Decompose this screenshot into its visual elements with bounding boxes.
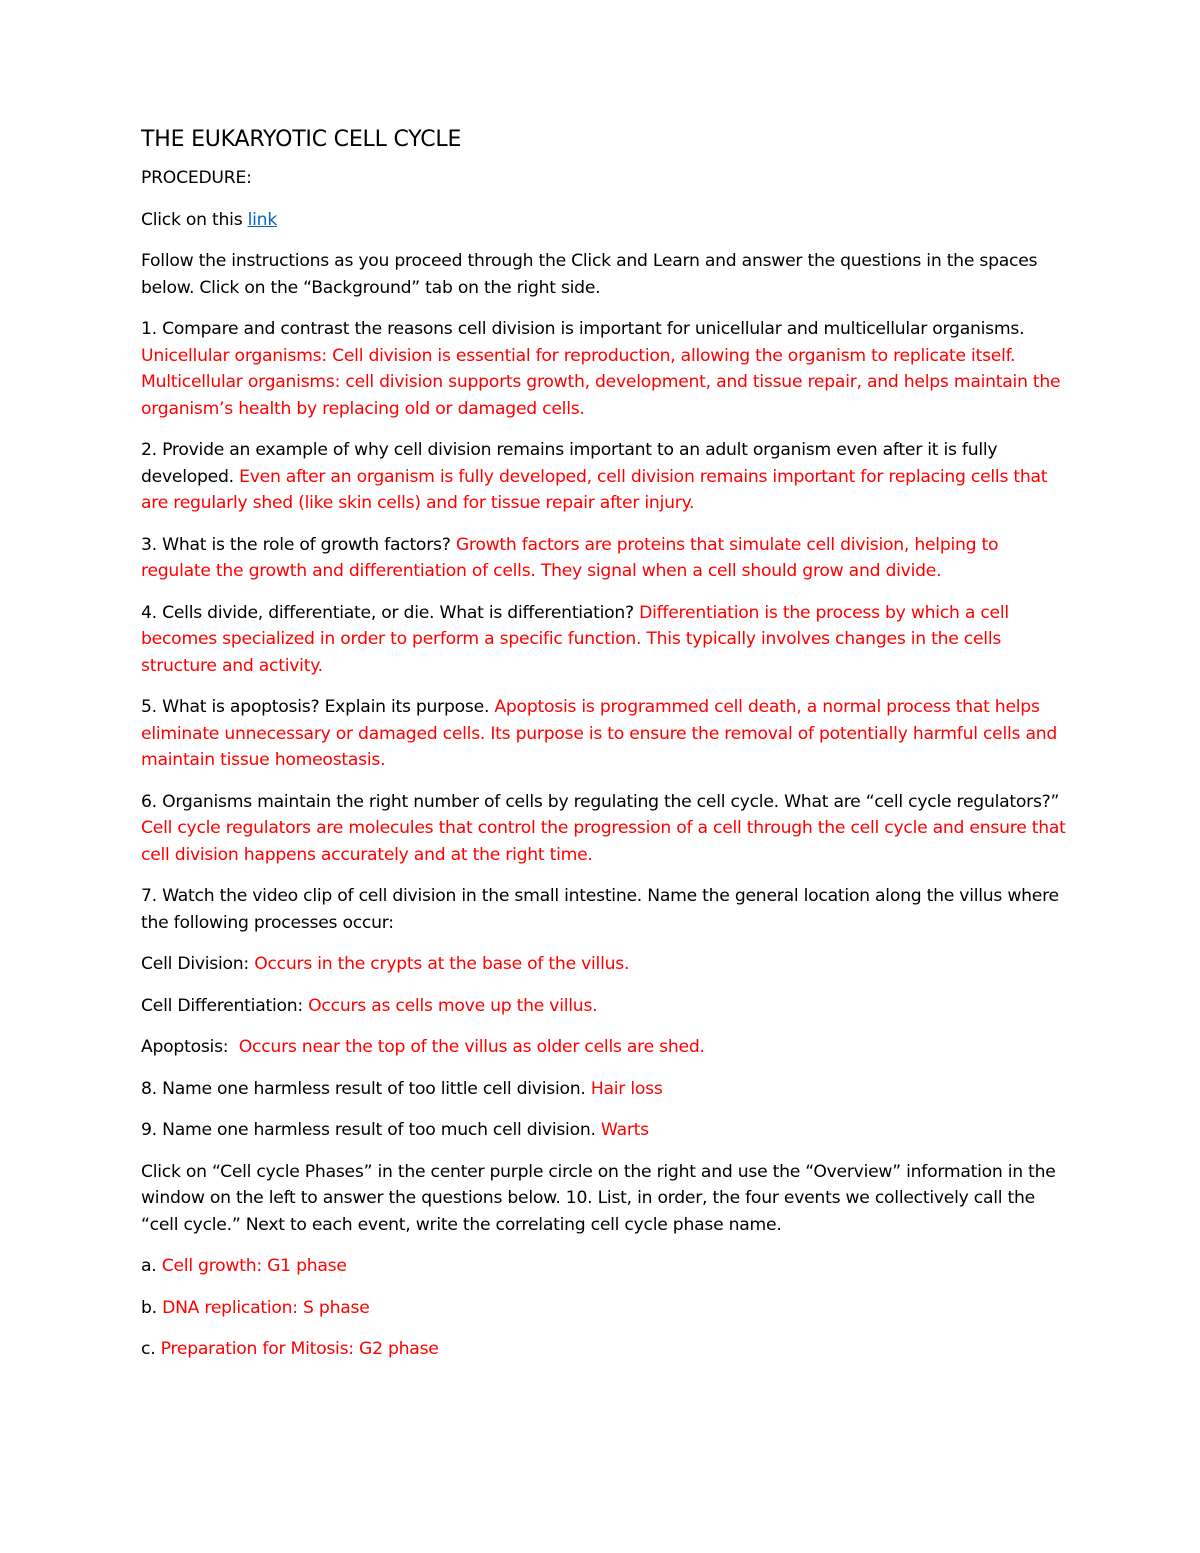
answer-1: Unicellular organisms: Cell division is essential for reproduction, allowing the organism to replicate itself. Multicellular organisms: cell division supports growth, development, and tissue repair, and helps maintain the organism’s health by replacing old or damaged cells.	[141, 345, 1061, 419]
cell-differentiation-answer: Occurs as cells move up the villus.	[308, 995, 598, 1016]
question-1	[141, 316, 1070, 422]
question-6-text: 6. Organisms maintain the right number of cells by regulating the cell cycle. What are “cell cycle regulators?”	[141, 791, 1060, 812]
question-5-text: 5. What is apoptosis? Explain its purpose.	[141, 697, 495, 717]
procedure-link[interactable]: link	[247, 209, 278, 230]
question-7: 7. Watch the video clip of cell division in the small intestine. Name the general location along the villus where the following processes occur:	[141, 886, 1059, 933]
question-1-text: 1. Compare and contrast the reasons cell division is important for unicellular and multicellular organisms.	[141, 319, 1025, 339]
answer-10c-label: c.	[141, 1339, 161, 1359]
cell-division-label: Cell Division:	[141, 954, 255, 974]
apoptosis-label: Apoptosis:	[141, 1037, 239, 1057]
question-8	[141, 1076, 1070, 1103]
question-8-text: 8. Name one harmless result of too little cell division.	[141, 1078, 591, 1099]
answer-10a-text: Cell growth: G1 phase	[161, 1256, 347, 1276]
question-2	[141, 437, 1070, 517]
question-7-cell-division	[141, 951, 1070, 978]
answer-3: Growth factors are proteins that simulate cell division, helping to regulate the growth and differentiation of cells. They signal when a cell should grow and divide.	[141, 534, 999, 581]
question-9	[141, 1117, 1070, 1144]
question-10: Click on “Cell cycle Phases” in the center purple circle on the right and use the “Overview” information in the window on the left to answer the questions below. 10. List, in order, the four events we collectively call the “cell cycle.” Next to each event, write the correlating cell cycle phase name.	[141, 1161, 1056, 1235]
answer-8: Hair loss	[590, 1078, 663, 1099]
document-title: THE EUKARYOTIC CELL CYCLE	[141, 127, 462, 152]
procedure-heading: PROCEDURE:	[141, 168, 252, 188]
answer-2: Even after an organism is fully developed, cell division remains important for replacing cells that are regularly shed (like skin cells) and for tissue repair after injury.	[141, 466, 1048, 513]
answer-5: Apoptosis is programmed cell death, a normal process that helps eliminate unnecessary or damaged cells. Its purpose is to ensure the removal of potentially harmful cells and maintain tissue homeostasis.	[141, 697, 1058, 770]
answer-6: Cell cycle regulators are molecules that control the progression of a cell through the cell cycle and ensure that cell division happens accurately and at the right time.	[141, 818, 1066, 865]
question-5	[141, 694, 1070, 774]
cell-differentiation-label: Cell Differentiation:	[141, 995, 309, 1016]
answer-10c	[141, 1336, 1070, 1363]
question-4-text: 4. Cells divide, differentiate, or die. What is differentiation?	[141, 602, 640, 623]
cell-division-answer: Occurs in the crypts at the base of the villus.	[254, 954, 630, 974]
answer-10a	[141, 1253, 1070, 1280]
link-prefix: Click on this	[141, 209, 248, 230]
question-9-text: 9. Name one harmless result of too much cell division.	[141, 1120, 601, 1140]
question-2-text: 2. Provide an example of why cell division remains important to an adult organism even after it is fully developed.	[141, 440, 998, 487]
question-3-text: 3. What is the role of growth factors?	[141, 534, 456, 555]
answer-10b	[141, 1295, 1070, 1322]
question-6	[141, 789, 1070, 869]
question-4	[141, 600, 1070, 680]
answer-10b-label: b.	[141, 1297, 163, 1318]
instructions: Follow the instructions as you proceed through the Click and Learn and answer the questions in the spaces below. Click on the “Background” tab on the right side.	[141, 251, 1038, 298]
answer-4: Differentiation is the process by which a cell becomes specialized in order to perform a specific function. This typically involves changes in the cells structure and activity.	[141, 602, 1009, 676]
answer-10b-text: DNA replication: S phase	[162, 1297, 370, 1318]
question-7-apoptosis	[141, 1034, 1070, 1061]
answer-9: Warts	[600, 1120, 649, 1140]
apoptosis-answer: Occurs near the top of the villus as older cells are shed.	[238, 1037, 705, 1057]
answer-10c-text: Preparation for Mitosis: G2 phase	[160, 1339, 439, 1359]
question-3	[141, 532, 1070, 585]
answer-10a-label: a.	[141, 1256, 162, 1276]
link-line	[141, 207, 1070, 234]
question-7-cell-differentiation	[141, 993, 1070, 1020]
